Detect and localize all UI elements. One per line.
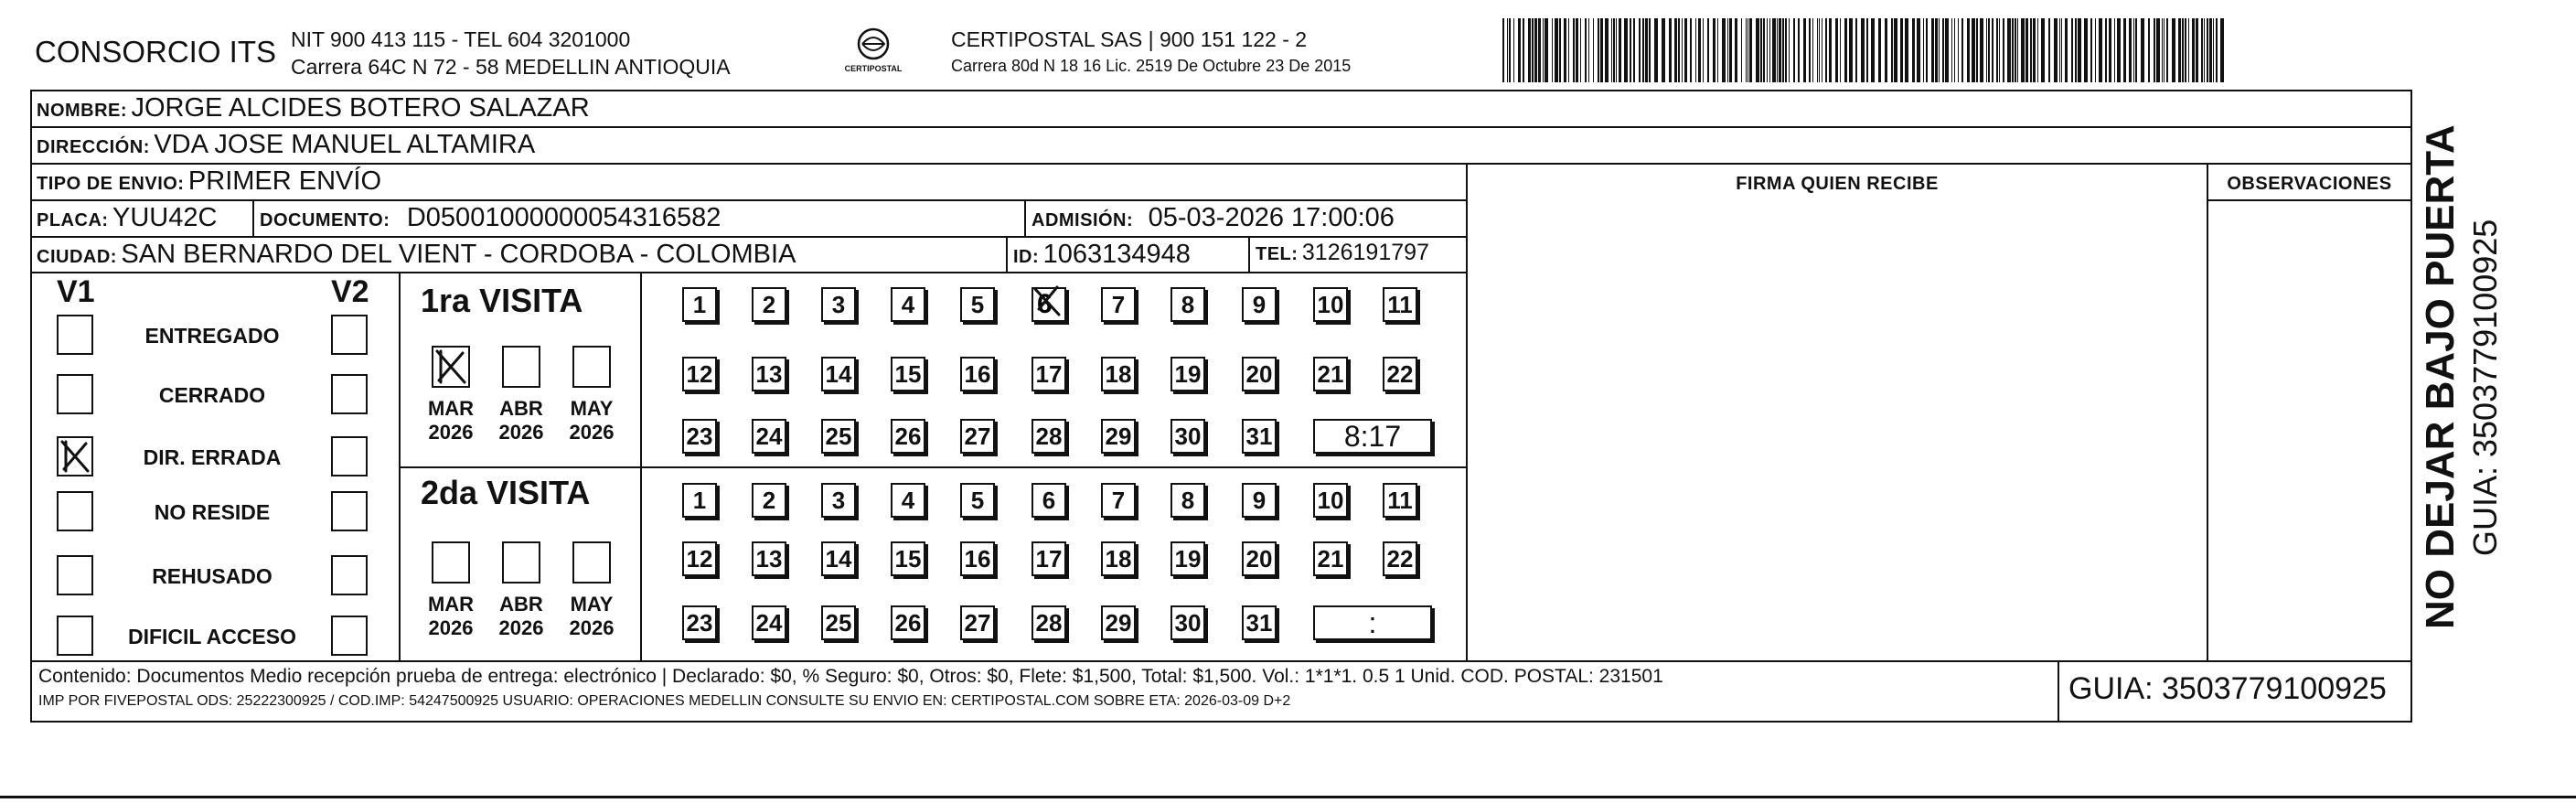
visit2-day-box[interactable]: 17 (1031, 541, 1066, 576)
placa-value: YUU42C (112, 203, 218, 232)
visit2-day-box[interactable]: 29 (1101, 605, 1136, 640)
status-option-label: REHUSADO (152, 564, 273, 588)
v1-checkbox[interactable] (57, 555, 93, 595)
visit2-time-box[interactable]: : (1313, 605, 1432, 640)
visit1-day-box[interactable]: 22 (1383, 357, 1417, 391)
visit2-day-box[interactable]: 6 (1031, 483, 1066, 518)
visit2-day-box[interactable]: 10 (1313, 483, 1348, 518)
visit2-day-box[interactable]: 19 (1170, 541, 1205, 576)
visit1-day-box[interactable]: 2 (752, 287, 786, 322)
side-warning: NO DEJAR BAJO PUERTA (2418, 124, 2463, 629)
check-mark-icon (59, 438, 91, 475)
direccion-value: VDA JOSE MANUEL ALTAMIRA (154, 130, 536, 159)
visit2-day-box[interactable]: 24 (752, 605, 786, 640)
status-option-label: CERRADO (158, 383, 266, 407)
v2-checkbox[interactable] (331, 555, 368, 595)
documento-value: D05001000000054316582 (406, 203, 721, 232)
visit1-day-box[interactable]: 16 (960, 357, 995, 391)
visit1-month-label: ABR 2026 (498, 397, 544, 444)
visit2-day-box[interactable]: 21 (1313, 541, 1348, 576)
visit2-day-box[interactable]: 18 (1101, 541, 1136, 576)
visit2-month-label: MAY 2026 (569, 593, 615, 639)
visit2-month-label: MAR 2026 (427, 593, 475, 639)
visit2-day-box[interactable]: 11 (1383, 483, 1417, 518)
carrier-line1: CERTIPOSTAL SAS | 900 151 122 - 2 (951, 27, 1308, 51)
v1-label: V1 (57, 274, 95, 309)
v1-checkbox[interactable] (57, 315, 93, 355)
v2-checkbox[interactable] (331, 491, 368, 531)
visit2-day-box[interactable]: 5 (960, 483, 995, 518)
nombre-label: NOMBRE: (37, 101, 128, 121)
sender-address: Carrera 64C N 72 - 58 MEDELLIN ANTIOQUIA (291, 55, 731, 79)
visit2-day-box[interactable]: 2 (752, 483, 786, 518)
ciudad-label: CIUDAD: (37, 247, 117, 267)
v1-checkbox[interactable] (57, 491, 93, 531)
visit1-day-box[interactable]: 7 (1101, 287, 1136, 322)
visit1-day-box[interactable]: 26 (891, 419, 925, 454)
admision-value: 05-03-2026 17:00:06 (1148, 203, 1395, 232)
visit1-day-box[interactable]: 5 (960, 287, 995, 322)
ciudad-value: SAN BERNARDO DEL VIENT - CORDOBA - COLOMBIA (121, 240, 796, 269)
status-option-label: NO RESIDE (154, 500, 271, 524)
visit1-day-box[interactable]: 18 (1101, 357, 1136, 391)
visit2-day-box[interactable]: 8 (1170, 483, 1205, 518)
visit2-month-checkbox[interactable] (502, 541, 540, 584)
visit2-day-box[interactable]: 28 (1031, 605, 1066, 640)
visit1-day-box[interactable]: 4 (891, 287, 925, 322)
visit1-month-checkbox[interactable] (502, 346, 540, 388)
visit1-month-label: MAY 2026 (569, 397, 615, 444)
visit1-day-box[interactable]: 14 (821, 357, 856, 391)
direccion-label: DIRECCIÓN: (37, 137, 150, 157)
v2-checkbox[interactable] (331, 616, 368, 656)
barcode (1502, 18, 2234, 82)
status-option-label: ENTREGADO (144, 324, 280, 348)
visit1-day-box[interactable]: 25 (821, 419, 856, 454)
visit2-day-box[interactable]: 14 (821, 541, 856, 576)
tel-value: 3126191797 (1301, 240, 1429, 265)
observaciones-header: OBSERVACIONES (2227, 174, 2392, 194)
admision-label: ADMISIÓN: (1031, 210, 1134, 230)
visit1-day-box[interactable]: 10 (1313, 287, 1348, 322)
visit1-day-box[interactable]: 30 (1170, 419, 1205, 454)
visit2-day-box[interactable]: 26 (891, 605, 925, 640)
check-mark-icon (433, 348, 468, 386)
visit1-day-box[interactable]: 28 (1031, 419, 1066, 454)
visit1-day-box[interactable]: 21 (1313, 357, 1348, 391)
placa-label: PLACA: (37, 210, 109, 230)
check-mark-icon (1030, 282, 1066, 322)
footer-line1: Contenido: Documentos Medio recepción prueba de entrega: electrónico | Declarado: $0, % Seguro: $0, Otros: $0, Flete: $1,500, Total: $1,500. Vol.: 1*1*1. 0.5 1 Unid. COD. POSTAL: 231501 (38, 666, 1663, 687)
status-option-label: DIR. ERRADA (143, 445, 282, 469)
visit1-day-box[interactable]: 11 (1383, 287, 1417, 322)
certipostal-logo (828, 26, 919, 80)
visit2-month-label: ABR 2026 (498, 593, 544, 639)
visit1-day-box[interactable]: 9 (1242, 287, 1277, 322)
footer-line2: IMP POR FIVEPOSTAL ODS: 25222300925 / COD.IMP: 54247500925 USUARIO: OPERACIONES MEDELLIN CONSULTE SU ENVIO EN: CERTIPOSTAL.COM SOBRE ETA: 2026-03-09 D+2 (38, 693, 1291, 709)
v2-checkbox[interactable] (331, 315, 368, 355)
visit2-month-checkbox[interactable] (432, 541, 470, 584)
visit1-month-label: MAR 2026 (427, 397, 475, 444)
visit2-title: 2da VISITA (421, 474, 591, 511)
visit2-day-box[interactable]: 3 (821, 483, 856, 518)
visit1-day-box[interactable]: 13 (752, 357, 786, 391)
logo-text: CERTIPOSTAL (844, 64, 903, 73)
visit1-day-box[interactable]: 29 (1101, 419, 1136, 454)
visit2-day-box[interactable]: 23 (682, 605, 717, 640)
visit1-title: 1ra VISITA (421, 282, 583, 319)
visit1-day-box[interactable]: 17 (1031, 357, 1066, 391)
visit1-day-box[interactable]: 12 (682, 357, 717, 391)
visit1-day-box[interactable]: 3 (821, 287, 856, 322)
visit2-day-box[interactable]: 9 (1242, 483, 1277, 518)
visit1-day-box[interactable]: 1 (682, 287, 717, 322)
visit1-time-box[interactable]: 8:17 (1313, 419, 1432, 454)
sender-nit: NIT 900 413 115 - TEL 604 3201000 (291, 27, 631, 51)
footer-guia: GUIA: 3503779100925 (2068, 671, 2387, 706)
visit2-day-box[interactable]: 12 (682, 541, 717, 576)
v1-checkbox[interactable] (57, 374, 93, 414)
side-guia: GUIA: 3503779100925 (2466, 219, 2504, 556)
visit2-day-box[interactable]: 25 (821, 605, 856, 640)
visit1-day-box[interactable]: 20 (1242, 357, 1277, 391)
visit2-day-box[interactable]: 20 (1242, 541, 1277, 576)
nombre-value: JORGE ALCIDES BOTERO SALAZAR (131, 93, 590, 123)
visit2-day-box[interactable]: 13 (752, 541, 786, 576)
tipo-envio-value: PRIMER ENVÍO (187, 166, 382, 196)
visit2-day-box[interactable]: 22 (1383, 541, 1417, 576)
svg-text:6: 6 (1037, 289, 1053, 319)
visit1-day-box[interactable]: 27 (960, 419, 995, 454)
status-option-label: DIFICIL ACCESO (127, 625, 296, 648)
v2-checkbox[interactable] (331, 374, 368, 414)
visit1-day-box[interactable]: 31 (1242, 419, 1277, 454)
v2-checkbox[interactable] (331, 436, 368, 476)
v2-label: V2 (331, 274, 369, 309)
tipo-envio-label: TIPO DE ENVIO: (37, 174, 185, 194)
visit1-month-checkbox[interactable] (572, 346, 611, 388)
carrier-line2: Carrera 80d N 18 16 Lic. 2519 De Octubre 23 De 2015 (951, 57, 1352, 75)
visit2-day-box[interactable]: 4 (891, 483, 925, 518)
visit1-day-box[interactable]: 24 (752, 419, 786, 454)
firma-header: FIRMA QUIEN RECIBE (1736, 174, 1939, 194)
id-label: ID: (1013, 247, 1040, 267)
visit2-day-box[interactable]: 15 (891, 541, 925, 576)
visit2-day-box[interactable]: 16 (960, 541, 995, 576)
visit2-day-box[interactable]: 31 (1242, 605, 1277, 640)
tel-label: TEL: (1256, 244, 1299, 264)
v1-checkbox[interactable] (57, 616, 93, 656)
visit2-day-box[interactable]: 30 (1170, 605, 1205, 640)
sender-name: CONSORCIO ITS (35, 35, 277, 69)
visit2-day-box[interactable]: 7 (1101, 483, 1136, 518)
id-value: 1063134948 (1042, 240, 1191, 269)
visit1-day-box[interactable]: 15 (891, 357, 925, 391)
visit2-day-box[interactable]: 1 (682, 483, 717, 518)
visit2-month-checkbox[interactable] (572, 541, 611, 584)
visit1-day-box[interactable]: 19 (1170, 357, 1205, 391)
visit2-day-box[interactable]: 27 (960, 605, 995, 640)
visit1-day-box[interactable]: 23 (682, 419, 717, 454)
documento-label: DOCUMENTO: (260, 210, 390, 230)
visit1-day-box[interactable]: 8 (1170, 287, 1205, 322)
